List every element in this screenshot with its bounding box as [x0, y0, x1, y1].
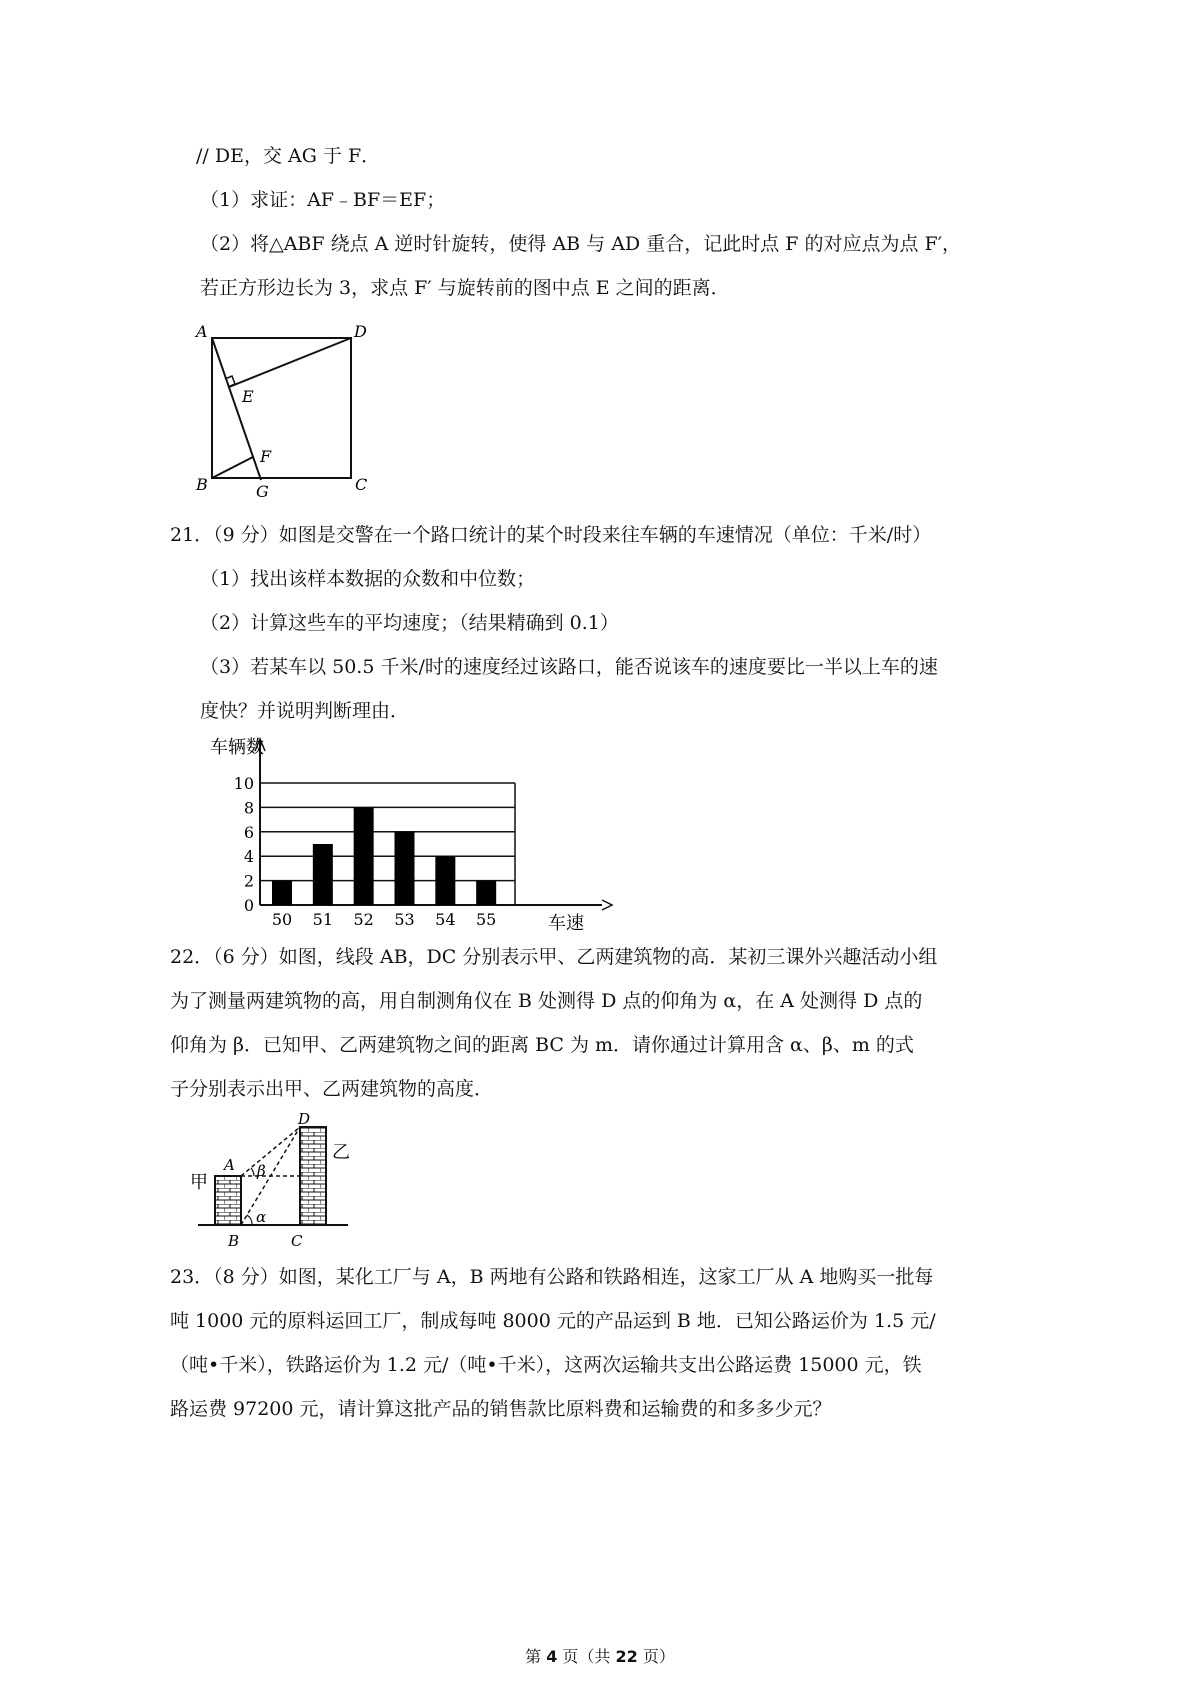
angle-beta-arc — [251, 1168, 254, 1176]
bar — [313, 844, 333, 905]
y-tick-label: 8 — [243, 798, 254, 818]
y-tick-label: 6 — [243, 822, 254, 842]
building-yi — [300, 1127, 326, 1225]
square-abcd — [212, 338, 351, 478]
q20-continuation: // DE，交 AG 于 F． — [196, 145, 381, 167]
q20-part1: （1）求证：AF﹣BF＝EF； — [200, 189, 446, 211]
x-tick-label: 50 — [271, 910, 293, 929]
q23-line4: 路运费 97200 元，请计算这批产品的销售款比原料费和运输费的和多多少元？ — [170, 1398, 832, 1420]
angle-alpha-arc — [247, 1215, 252, 1225]
q20-part2-line1: （2）将△ABF 绕点 A 逆时针旋转，使得 AB 与 AD 重合，记此时点 F 的对应点为点 F′， — [200, 233, 962, 255]
square-figure — [190, 315, 380, 500]
bar — [435, 856, 455, 905]
q20-part2-line2: 若正方形边长为 3，求点 F′ 与旋转前的图中点 E 之间的距离． — [200, 277, 730, 299]
footer-total-pages: 22 — [615, 1647, 638, 1666]
x-tick-label: 52 — [353, 910, 374, 929]
x-tick-label: 54 — [435, 910, 456, 929]
q21-part1: （1）找出该样本数据的众数和中位数； — [200, 568, 536, 590]
q23-line1: 23．（8 分）如图，某化工厂与 A，B 两地有公路和铁路相连，这家工厂从 A 地购买一批每 — [170, 1266, 934, 1288]
footer-page-number: 4 — [546, 1647, 558, 1666]
y-tick-label: 0 — [243, 896, 254, 915]
footer-suffix: 页） — [642, 1647, 675, 1666]
label-b: B — [196, 475, 208, 494]
label-f: F — [260, 447, 272, 466]
label-a: A — [224, 1156, 235, 1174]
y-tick-label: 10 — [233, 774, 254, 793]
x-axis-arrow — [602, 900, 612, 910]
x-tick-label: 53 — [394, 910, 415, 929]
building-jia — [215, 1176, 241, 1225]
bar — [395, 832, 415, 905]
label-a: A — [196, 322, 208, 341]
q22-line2: 为了测量两建筑物的高，用自制测角仪在 B 处测得 D 点的仰角为 α，在 A 处测得 D 点的 — [170, 990, 923, 1012]
x-tick-label: 55 — [475, 910, 497, 929]
q23-line2: 吨 1000 元的原料运回工厂，制成每吨 8000 元的产品运到 B 地．已知公路运价为 1.5 元/ — [170, 1310, 936, 1332]
footer-middle: 页（共 — [562, 1647, 611, 1666]
y-tick-label: 2 — [243, 871, 254, 891]
label-yi: 乙 — [332, 1142, 350, 1163]
segment-ag — [212, 338, 261, 480]
label-jia: 甲 — [190, 1172, 208, 1193]
q22-line3: 仰角为 β．已知甲、乙两建筑物之间的距离 BC 为 m．请你通过计算用含 α、β、m 的式 — [170, 1034, 914, 1056]
q23-line3: （吨•千米），铁路运价为 1.2 元/（吨•千米），这两次运输共支出公路运费 15000 元，铁 — [170, 1354, 922, 1376]
label-beta: β — [257, 1162, 266, 1180]
bar — [476, 881, 496, 905]
q21-part2: （2）计算这些车的平均速度；（结果精确到 0.1） — [200, 612, 619, 634]
footer-prefix: 第 — [525, 1647, 542, 1666]
segment-de — [229, 338, 351, 387]
sightline-ad — [241, 1127, 300, 1176]
x-axis-title: 车速 — [548, 913, 584, 934]
y-axis-title: 车辆数 — [210, 737, 264, 758]
label-alpha: α — [256, 1208, 267, 1226]
q22-line1: 22．（6 分）如图，线段 AB，DC 分别表示甲、乙两建筑物的高．某初三课外兴趣活动小组 — [170, 946, 938, 968]
y-tick-label: 4 — [243, 847, 254, 867]
label-c: C — [291, 1232, 303, 1250]
segment-bf — [212, 457, 253, 478]
q21-stem: 21．（9 分）如图是交警在一个路口统计的某个时段来往车辆的车速情况（单位：千米/时） — [170, 524, 932, 546]
label-b: B — [228, 1232, 240, 1250]
label-d: D — [298, 1110, 311, 1128]
page-footer — [0, 1644, 1200, 1667]
label-g: G — [256, 482, 269, 500]
q22-line4: 子分别表示出甲、乙两建筑物的高度． — [170, 1078, 494, 1100]
label-e: E — [242, 387, 254, 406]
bar — [272, 881, 292, 905]
x-tick-label: 51 — [312, 910, 334, 929]
bar — [354, 807, 374, 905]
q21-part3-line1: （3）若某车以 50.5 千米/时的速度经过该路口，能否说该车的速度要比一半以上车的速 — [200, 656, 938, 678]
label-d: D — [354, 322, 367, 341]
q21-part3-line2: 度快？并说明判断理由． — [200, 700, 410, 722]
label-c: C — [355, 475, 368, 494]
buildings-figure — [188, 1108, 368, 1253]
speed-bar-chart — [190, 735, 620, 935]
